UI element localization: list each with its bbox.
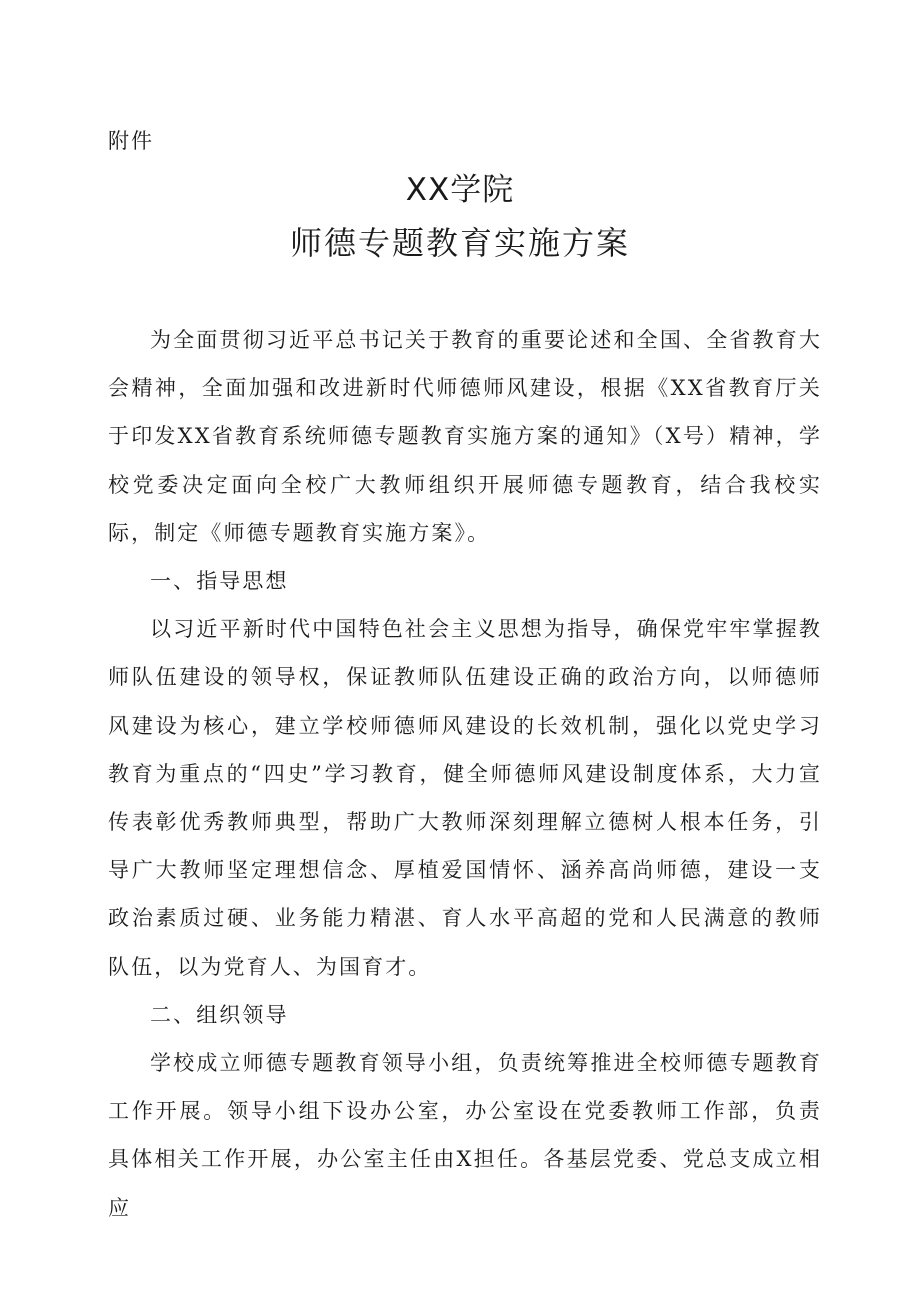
section-heading-organization: 二、组织领导: [150, 1002, 289, 1027]
document-title: 师德专题教育实施方案: [289, 224, 630, 262]
section-heading-guiding: 一、指导思想: [150, 569, 289, 594]
organization-paragraph: 学校成立师德专题教育领导小组，负责统筹推进全校师德专题教育工作开展。领导小组下设办公室，办公室设在党委教师工作部，负责具体相关工作开展，办公室主任由X担任。各基层党委、党总支成立相应: [108, 1051, 822, 1220]
attachment-label: 附件: [108, 129, 154, 153]
guiding-paragraph: 以习近平新时代中国特色社会主义思想为指导，确保党牢牢掌握教师队伍建设的领导权，保证教师队伍建设正确的政治方向，以师德师风建设为核心，建立学校师德师风建设的长效机制，强化以党史学习教育为重点的“四史”学习教育，健全师德师风建设制度体系，大力宣传表彰优秀教师典型，帮助广大教师深刻理解立德树人根本任务，引导广大教师坚定理想信念、厚植爱国情怀、涵养高尚师德，建设一支政治素质过硬、业务能力精湛、育人水平高超的党和人民满意的教师队伍，以为党育人、为国育才。: [108, 617, 822, 979]
document-title-institution: XX学院: [405, 172, 515, 208]
intro-paragraph: 为全面贯彻习近平总书记关于教育的重要论述和全国、全省教育大会精神，全面加强和改进新时代师德师风建设，根据《XX省教育厅关于印发XX省教育系统师德专题教育实施方案的通知》（X号）精神，学校党委决定面向全校广大教师组织开展师德专题教育，结合我校实际，制定《师德专题教育实施方案》。: [108, 328, 822, 545]
document-body: [108, 316, 822, 1232]
